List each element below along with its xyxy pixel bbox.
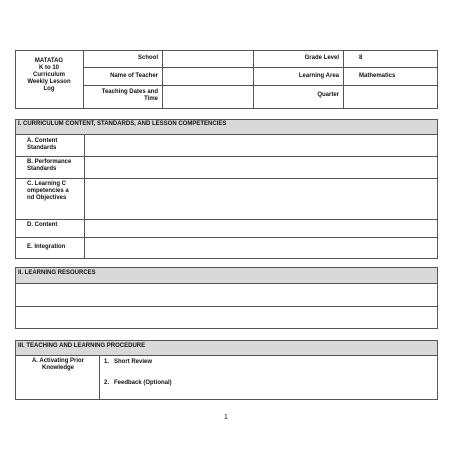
integration-label: E. Integration: [27, 244, 66, 250]
section-1-title: I. CURRICULUM CONTENT, STANDARDS, AND LESSON COMPETENCIES: [18, 121, 227, 127]
content-label: D. Content: [27, 222, 58, 228]
learning-area-value[interactable]: Mathematics: [359, 73, 396, 79]
section-2-title: II. LEARNING RESOURCES: [18, 270, 96, 276]
section-1-body: [15, 134, 438, 259]
section-3-col-divider: [99, 355, 100, 400]
section-1-col-divider: [84, 134, 85, 259]
learning-competencies-label: C. Learning Competencies and Objectives: [27, 181, 69, 201]
section-3-title: III. TEACHING AND LEARNING PROCEDURE: [18, 343, 146, 349]
header-divider: [83, 85, 438, 86]
header-divider: [343, 50, 344, 109]
grade-level-value[interactable]: 8: [359, 55, 363, 61]
section-1-row-divider: [15, 237, 438, 238]
page-number: 1: [224, 414, 228, 421]
teacher-label: Name of Teacher: [110, 73, 158, 79]
quarter-label: Quarter: [317, 92, 339, 98]
learning-area-label: Learning Area: [298, 73, 339, 79]
form-title: MATATAG K to 10 Curriculum Weekly Lesson Log: [27, 58, 71, 92]
section-1-row-divider: [15, 178, 438, 179]
grade-level-label: Grade Level: [304, 55, 339, 61]
short-review-item: 1. Short Review: [104, 359, 153, 365]
feedback-item: 2. Feedback (Optional): [104, 380, 172, 386]
activating-prior-knowledge-label: A. Activating Prior Knowledge: [31, 358, 85, 371]
header-divider: [83, 67, 438, 68]
teaching-dates-label: Teaching Dates and Time: [101, 89, 158, 102]
school-label: School: [137, 55, 158, 61]
section-2-row-divider: [15, 306, 438, 307]
section-1-row-divider: [15, 219, 438, 220]
header-divider: [162, 50, 163, 109]
performance-standards-label: B. Performance Standards: [27, 159, 72, 172]
section-1-row-divider: [15, 156, 438, 157]
content-standards-label: A. Content Standards: [27, 138, 58, 151]
